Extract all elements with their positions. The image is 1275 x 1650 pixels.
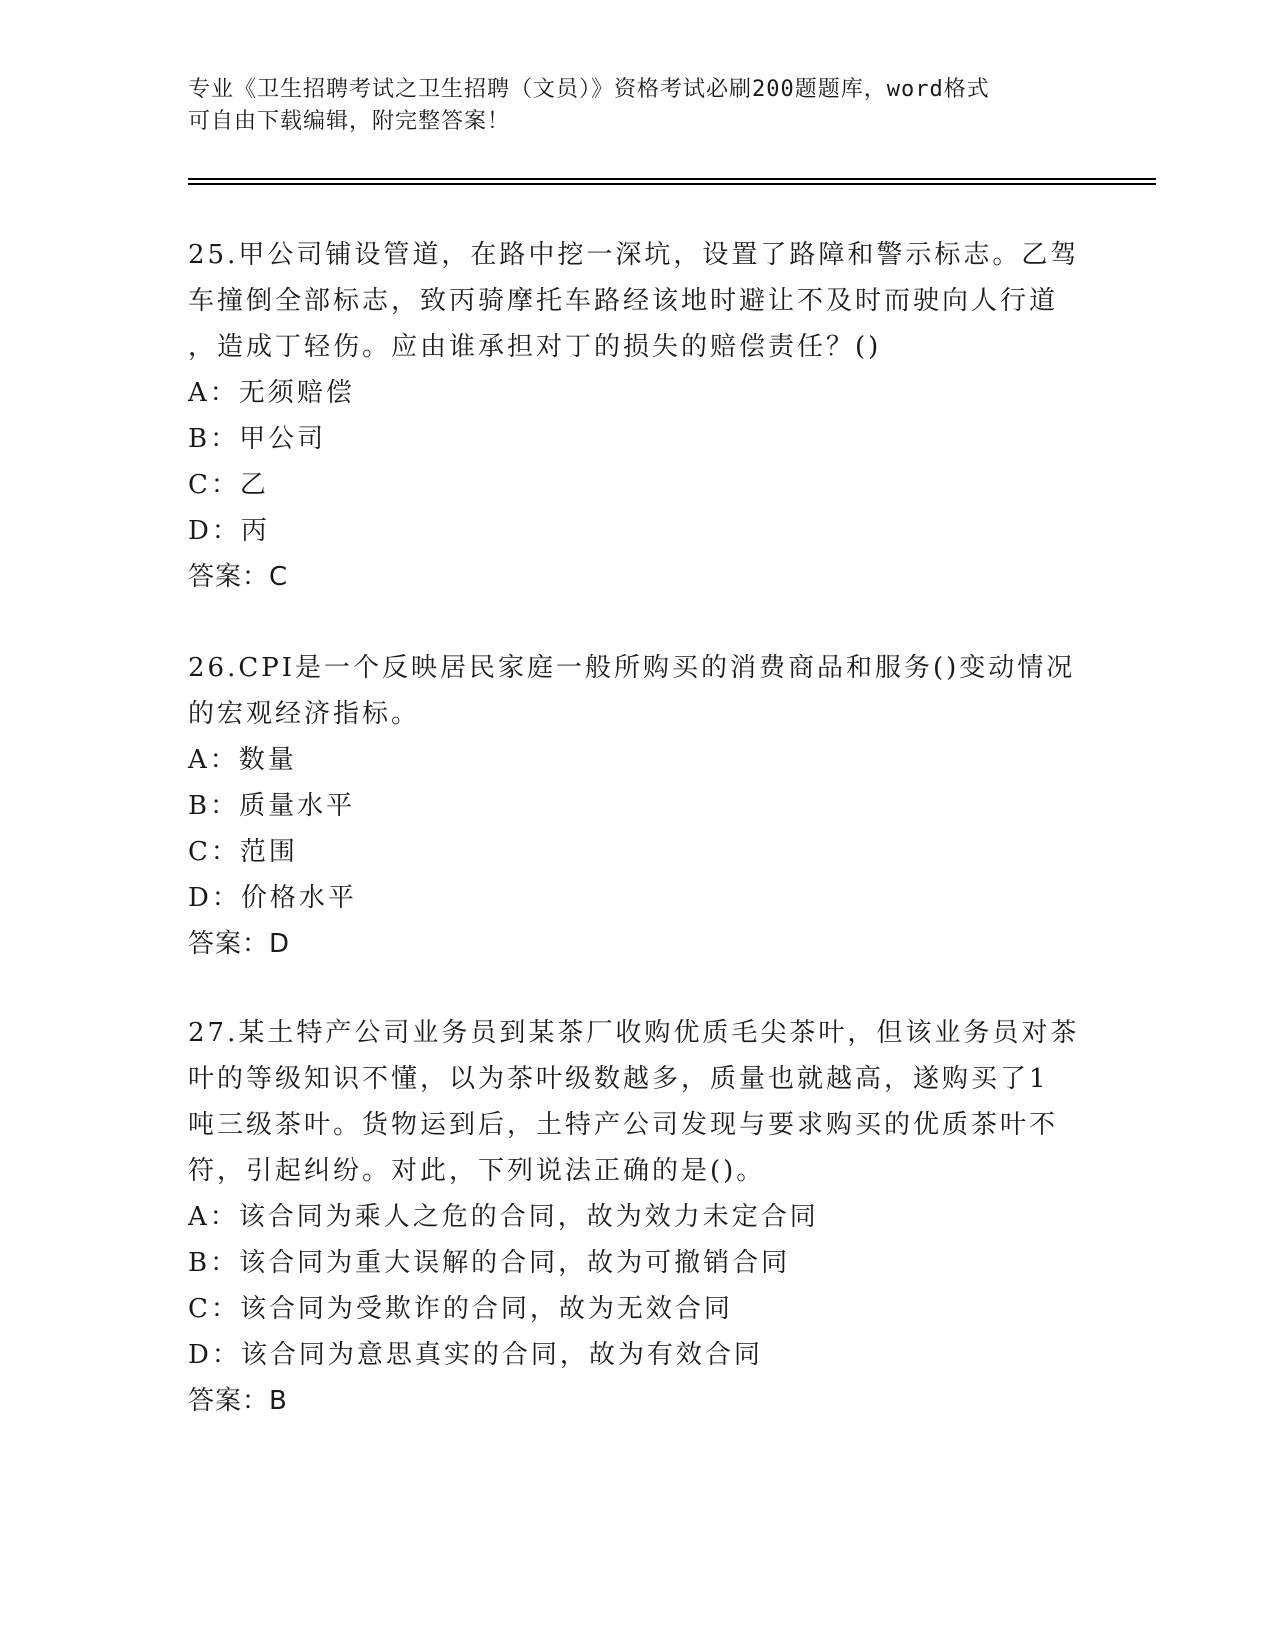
question-text-line: 吨三级茶叶。货物运到后，土特产公司发现与要求购买的优质茶叶不 [188, 1110, 1059, 1140]
question-text-line: 符，引起纠纷。对此，下列说法正确的是()。 [188, 1156, 766, 1186]
header-line-2: 可自由下载编辑，附完整答案！ [188, 109, 511, 134]
question-text-line: 27.某土特产公司业务员到某茶厂收购优质毛尖茶叶，但该业务员对茶 [188, 1018, 1080, 1048]
question-26 [188, 645, 1088, 967]
question-text-line: 26.CPI是一个反映居民家庭一般所购买的消费商品和服务()变动情况 [188, 653, 1076, 683]
option-d: D：价格水平 [188, 883, 357, 913]
question-27 [188, 1010, 1088, 1424]
option-b: B：甲公司 [188, 424, 327, 454]
option-a: A：该合同为乘人之危的合同，故为效力未定合同 [188, 1202, 819, 1232]
question-text-line: 的宏观经济指标。 [188, 699, 421, 729]
header-divider-bottom [188, 183, 1156, 185]
answer-label: 答案：D [188, 929, 291, 959]
question-text-line: ，造成丁轻伤。应由谁承担对丁的损失的赔偿责任？() [188, 332, 882, 362]
question-text-line: 叶的等级知识不懂，以为茶叶级数越多，质量也就越高，遂购买了1 [188, 1064, 1049, 1094]
answer-label: 答案：C [188, 562, 289, 592]
option-c: C：该合同为受欺诈的合同，故为无效合同 [188, 1294, 733, 1324]
option-d: D：该合同为意思真实的合同，故为有效合同 [188, 1340, 763, 1370]
option-c: C：范围 [188, 837, 298, 867]
option-c: C：乙 [188, 470, 269, 500]
option-d: D：丙 [188, 516, 270, 546]
question-25 [188, 232, 1088, 600]
option-b: B：该合同为重大误解的合同，故为可撤销合同 [188, 1248, 791, 1278]
option-b: B：质量水平 [188, 791, 356, 821]
question-text-line: 25.甲公司铺设管道，在路中挖一深坑，设置了路障和警示标志。乙驾 [188, 240, 1080, 270]
answer-label: 答案：B [188, 1386, 288, 1416]
document-header [188, 74, 1088, 138]
option-a: A：无须赔偿 [188, 378, 355, 408]
header-divider-top [188, 178, 1156, 180]
option-a: A：数量 [188, 745, 297, 775]
header-line-1: 专业《卫生招聘考试之卫生招聘（文员）》资格考试必刷200题题库，word格式 [188, 77, 990, 102]
question-text-line: 车撞倒全部标志，致丙骑摩托车路经该地时避让不及时而驶向人行道 [188, 286, 1059, 316]
